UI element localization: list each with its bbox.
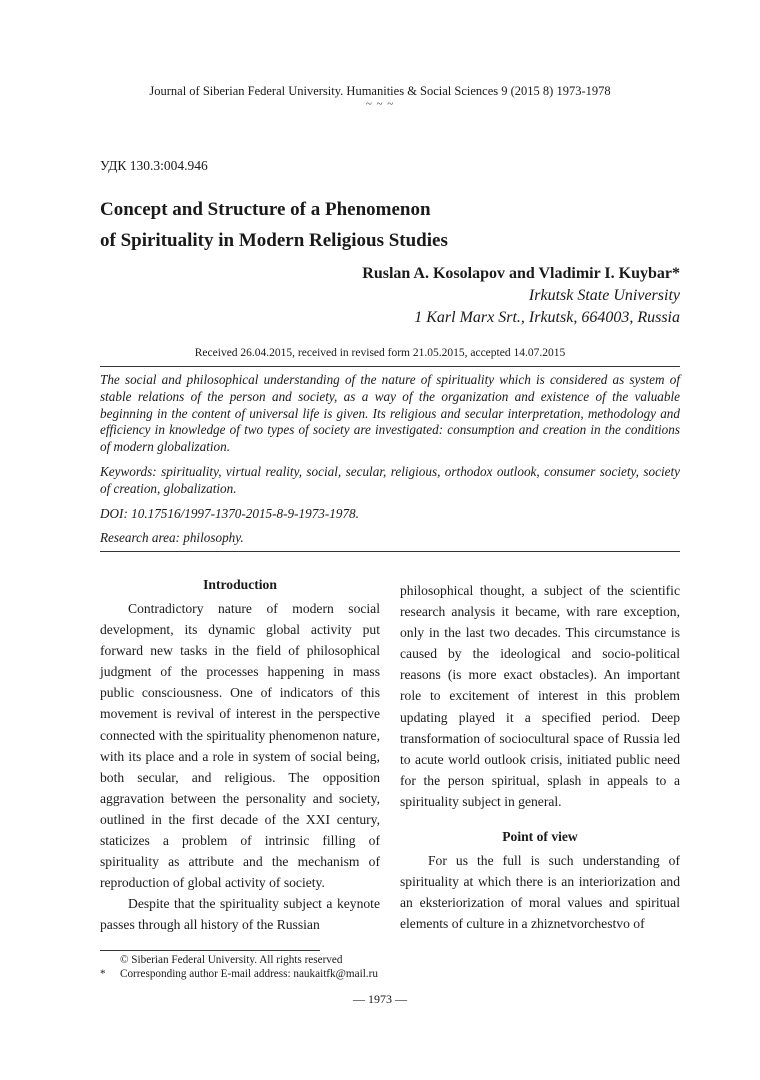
footnotes (100, 953, 378, 981)
article-title (100, 194, 660, 256)
section-heading-point-of-view: Point of view (502, 829, 578, 845)
journal-header: Journal of Siberian Federal University. Humanities & Social Sciences 9 (2015 8) 1973-1978 (149, 84, 611, 98)
affiliation: Irkutsk State University (528, 287, 680, 304)
corresponding-text: Corresponding author E-mail address: naukaitfk@mail.ru (120, 968, 378, 980)
abstract-top-rule (100, 366, 680, 367)
footnote-rule (100, 950, 320, 951)
research-area: Research area: philosophy. (100, 530, 244, 546)
keywords: Keywords: spirituality, virtual reality, social, secular, religious, orthodox outlook, consumer society, society of creation, globalization. (100, 463, 680, 496)
body-paragraph-continued: philosophical thought, a subject of the scientific research analysis it became, with rare exception, only in the last two decades. This circumstance is caused by the ideological and socio-political reasons (is more exact obstacles). An important role to excitement of interest in this problem updating played it a specified period. Deep transformation of sociocultural space of Russia led to acute world outlook crisis, initiated public need for the person spiritual, splash in appeals to a spirituality subject in general. (400, 583, 680, 809)
abstract-text: The social and philosophical understanding of the nature of spirituality which is considered as system of stable relations of the person and society, as a way of the organization and existence of the valuable beginning in the content of universal life is given. Its religious and secular interpretation, methodology and efficiency in knowledge of two types of society are investigated: consumption and creation in the conditions of modern globalization. (100, 372, 680, 455)
title-line-2: of Spirituality in Modern Religious Studies (100, 230, 448, 251)
left-column (100, 572, 380, 936)
footnote-corresponding (100, 967, 378, 981)
author-names: Ruslan A. Kosolapov and Vladimir I. Kuybar* (362, 265, 680, 282)
body-paragraph: Contradictory nature of modern social development, its dynamic global activity put forward new tasks in the field of philosophical judgment of the processes happening in mass public consciousness. One of indicators of this movement is revival of interest in the perspective connected with the spirituality phenomenon nature, with its place and a role in system of social being, both secular, and religious. The opposition aggravation between the personality and society, outlined in the first decade of the XXI century, staticizes a problem of intrinsic filling of spirituality as attribute and the mechanism of reproduction of global activity of society. (100, 601, 380, 891)
body-paragraph: For us the full is such understanding of spirituality at which there is an interiorization and an eksteriorization of moral values and spiritual elements of culture in a zhiznetvorchestvo of (400, 853, 680, 932)
doi: DOI: 10.17516/1997-1370-2015-8-9-1973-1978. (100, 505, 359, 521)
section-heading-introduction: Introduction (203, 577, 277, 592)
copyright-text: © Siberian Federal University. All rights reserved (120, 954, 343, 966)
header-ornament: ~ ~ ~ (365, 98, 395, 110)
footnote-copyright (100, 953, 378, 967)
received-dates: Received 26.04.2015, received in revised form 21.05.2015, accepted 14.07.2015 (194, 347, 566, 359)
abstract-bottom-rule (100, 551, 680, 552)
section-spacer (400, 812, 680, 824)
footnote-mark: * (100, 968, 106, 980)
udk-code: УДК 130.3:004.946 (100, 158, 208, 173)
abstract-block (100, 372, 680, 555)
title-line-1: Concept and Structure of a Phenomenon (100, 199, 431, 220)
right-column (400, 580, 680, 934)
author-block (362, 263, 680, 329)
body-paragraph: Despite that the spirituality subject a keynote passes through all history of the Russian (100, 896, 380, 933)
affiliation-address: 1 Karl Marx Srt., Irkutsk, 664003, Russia (414, 309, 680, 326)
page-number: ― 1973 ― (353, 992, 407, 1006)
